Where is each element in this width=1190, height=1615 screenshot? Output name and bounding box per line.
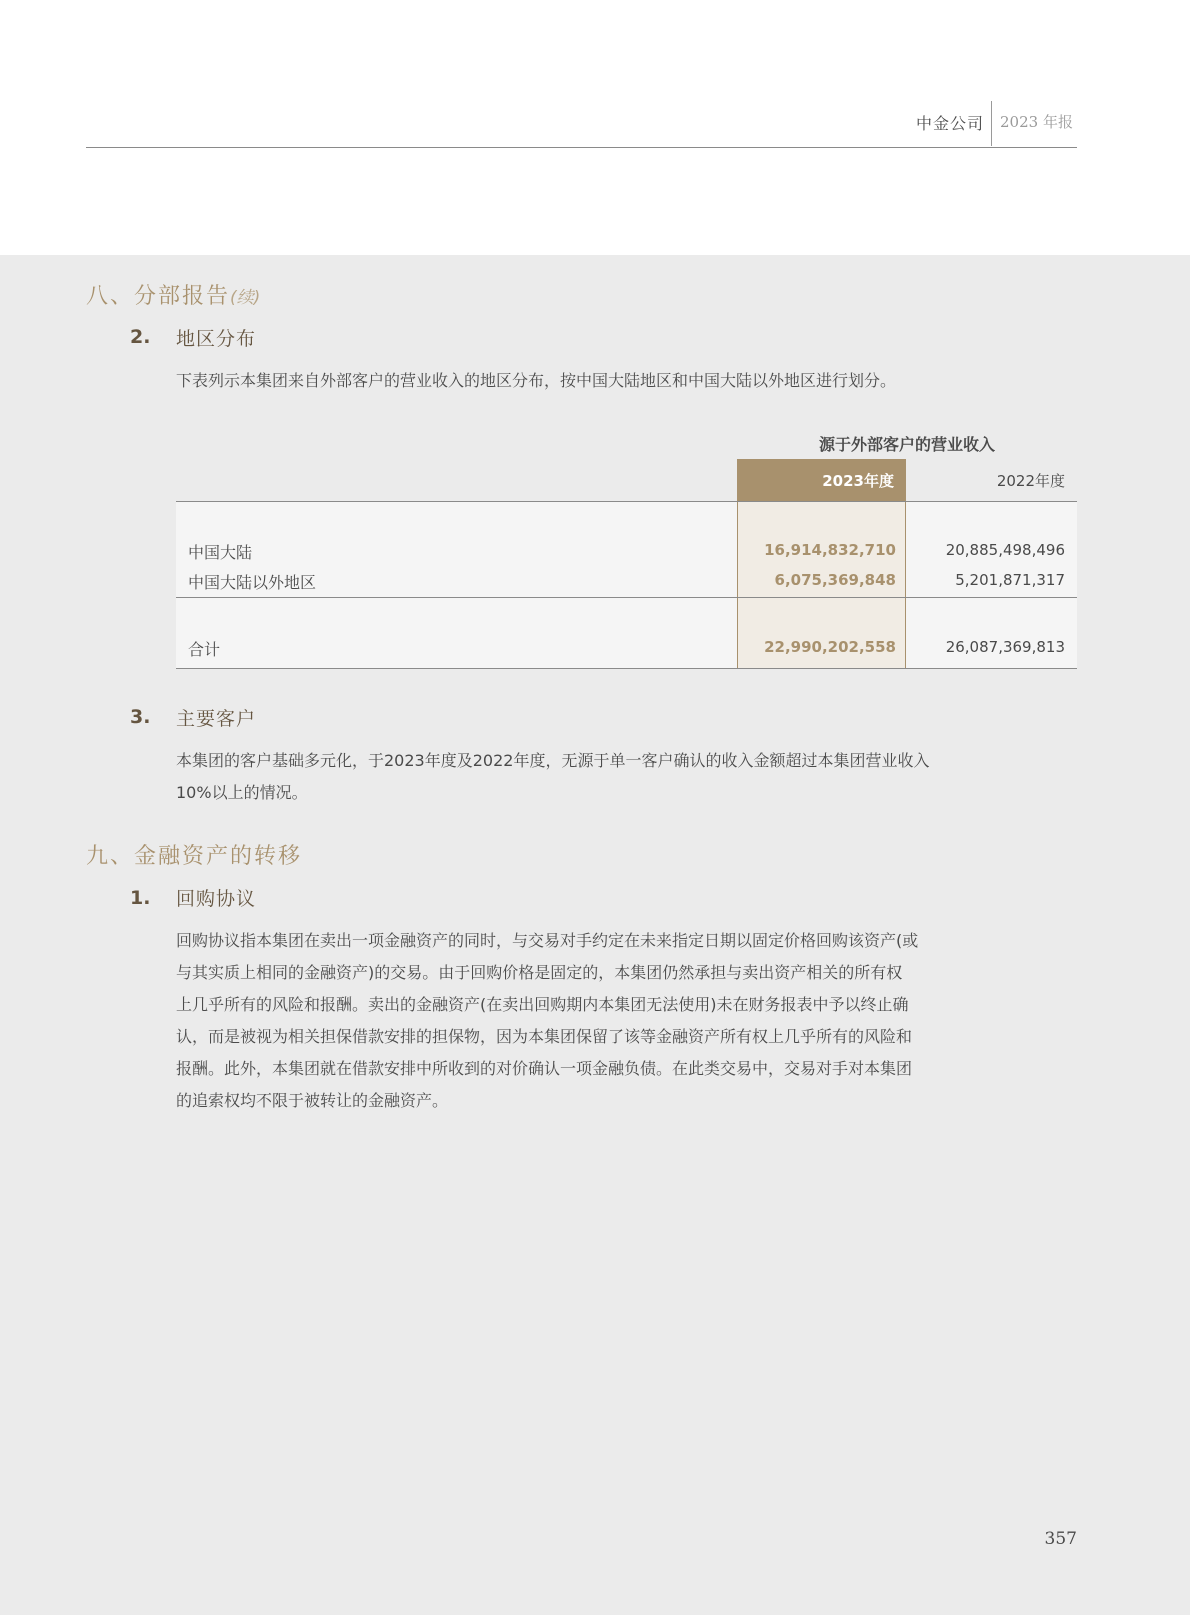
total-value-2022: 26,087,369,813 bbox=[945, 638, 1065, 656]
section-title-asset-transfer: 九、金融资产的转移 bbox=[86, 844, 303, 869]
paragraph-line: 认，而是被视为相关担保借款安排的担保物，因为本集团保留了该等金融资产所有权上几乎所有的风险和 bbox=[176, 1027, 913, 1046]
table-header-rule bbox=[176, 501, 1077, 502]
column-header-2022: 2022年度 bbox=[996, 472, 1065, 490]
paragraph-repurchase bbox=[176, 925, 1077, 1117]
section-title-text: 八、分部报告 bbox=[86, 284, 231, 309]
subsection-title-geography: 地区分布 bbox=[176, 328, 257, 350]
column-header-2023: 2023年度 bbox=[822, 472, 894, 490]
header-company: 中金公司 bbox=[915, 114, 984, 133]
paragraph-line: 报酬。此外，本集团就在借款安排中所收到的对价确认一项金融负债。在此类交易中，交易对手对本集团 bbox=[176, 1059, 913, 1078]
paragraph-line: 回购协议指本集团在卖出一项金融资产的同时，与交易对手约定在未来指定日期以固定价格回购该资产(或 bbox=[176, 931, 919, 950]
cell-value-2023: 16,914,832,710 bbox=[764, 541, 896, 559]
continued-marker: (续) bbox=[230, 288, 261, 308]
subsection-number: 2. bbox=[130, 326, 151, 348]
table-bottom-rule bbox=[176, 668, 1077, 669]
header-separator bbox=[991, 101, 992, 146]
paragraph-line: 10%以上的情况。 bbox=[176, 783, 308, 802]
total-label: 合计 bbox=[188, 640, 221, 659]
total-value-2023: 22,990,202,558 bbox=[764, 638, 896, 656]
section-title-segment-report bbox=[86, 279, 260, 310]
table-group-header: 源于外部客户的营业收入 bbox=[818, 435, 995, 454]
subsection-number: 1. bbox=[130, 887, 151, 909]
paragraph-line: 与其实质上相同的金融资产)的交易。由于回购价格是固定的，本集团仍然承担与卖出资产相关的所有权 bbox=[176, 963, 903, 982]
paragraph-geography: 下表列示本集团来自外部客户的营业收入的地区分布，按中国大陆地区和中国大陆以外地区进行划分。 bbox=[176, 371, 897, 390]
subsection-title-major-customers: 主要客户 bbox=[176, 708, 257, 730]
cell-value-2023: 6,075,369,848 bbox=[774, 571, 896, 589]
subsection-number: 3. bbox=[130, 706, 151, 728]
row-label: 中国大陆以外地区 bbox=[188, 573, 317, 592]
page-number: 357 bbox=[1044, 1529, 1077, 1549]
cell-value-2022: 20,885,498,496 bbox=[945, 541, 1065, 559]
cell-value-2022: 5,201,871,317 bbox=[955, 571, 1065, 589]
subsection-title-repurchase: 回购协议 bbox=[176, 888, 257, 910]
header-rule bbox=[86, 147, 1077, 148]
row-label: 中国大陆 bbox=[188, 543, 253, 562]
paragraph-line: 上几乎所有的风险和报酬。卖出的金融资产(在卖出回购期内本集团无法使用)未在财务报表中予以终止确 bbox=[176, 995, 909, 1014]
subtotal-rule bbox=[176, 597, 1077, 598]
paragraph-line: 的追索权均不限于被转让的金融资产。 bbox=[176, 1091, 449, 1110]
paragraph-major-customers bbox=[176, 745, 1077, 809]
paragraph-line: 本集团的客户基础多元化，于2023年度及2022年度，无源于单一客户确认的收入金额超过本集团营业收入 bbox=[176, 751, 930, 770]
header-report-year: 2023 年报 bbox=[1000, 113, 1073, 131]
